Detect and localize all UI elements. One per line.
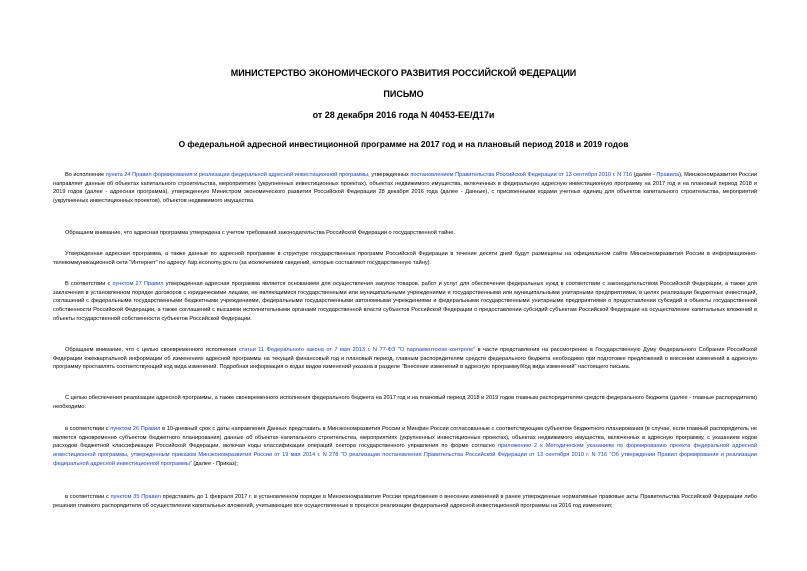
p3-text: Утвержденная адресная программа, а также данные по адресной программе в структуре государственных программ Российской Федерации в течение десяти дней будут размещены на официальном сайте Минэкономразвития России в информационно-телекоммуникационной сети "Интернет" по адресу: faip.economy.gov.ru (за исключением сведений, которые составляют государственную тайну). — [53, 251, 757, 266]
date-number-heading: от 28 декабря 2016 года N 40453-ЕЕ/Д17и — [312, 110, 495, 120]
p7-text-3: (далее - Приказ); — [191, 460, 238, 467]
p7-text-1: в соответствии с — [65, 426, 111, 432]
p8-link-rules-35[interactable]: пунктом 35 Правил — [110, 494, 161, 500]
paragraph-8 — [53, 493, 757, 510]
p5-text-1: Обращаем внимание, что с целью своевременного исполнения — [65, 347, 239, 353]
p2-text: Обращаем внимание, что адресная программа утверждена с учетом требований законодательства Российской Федерации о государственной тайне. — [65, 230, 455, 236]
p4-text-1: В соответствии с — [65, 281, 113, 287]
paragraph-5 — [53, 346, 757, 372]
doc-type-heading: ПИСЬМО — [383, 89, 424, 99]
p1-link-rules-24[interactable]: пункта 24 Правил формирования и реализации федеральной адресной инвестиционной программы — [105, 172, 369, 178]
subject-heading: О федеральной адресной инвестиционной программе на 2017 год и на плановый период 2018 и 2019 годов — [178, 139, 629, 149]
paragraph-4 — [53, 280, 757, 324]
p1-text-3: (далее - — [632, 172, 657, 178]
p1-link-rules[interactable]: Правила — [656, 172, 680, 178]
p6-text: С целью обеспечения реализации адресной программы, а также своевременного исполнения федерального бюджета на 2017 год и на плановый период 2018 и 2019 годов главным распорядителям средств федерального бюджета (далее - главные распорядители) необходимо: — [53, 395, 757, 410]
p7-link-rules-26[interactable]: пунктом 26 Правил — [110, 426, 161, 432]
p1-text-1: Во исполнение — [65, 172, 106, 178]
p5-link-law-77[interactable]: статьи 11 Федерального закона от 7 мая 2013 г. N 77-ФЗ "О парламентском контроле" — [238, 347, 476, 353]
p4-link-rules-27[interactable]: пунктом 27 Правил — [112, 281, 164, 287]
p5-text-2: в части представления на рассмотрение в Государственную Думу Федерального Собрания Российской Федерации ежеквартальной информации об изменениях адресной программы на текущий финансовый год и плановый период, главным распорядителям средств федерального бюджета необходимо при подготовке предложений о внесении изменений в адресную программу проставлять соответствующий код вида изменений. Подробная информация о кодах видов изменений указана в разделе "Внесение изменений в адресную программу/Код вида изменений" настоящего письма. — [53, 347, 757, 371]
p8-text-2: представить до 1 февраля 2017 г. в установленном порядке в Минэкономразвития России предложения о внесении изменений в ранее утвержденные нормативные правовые акты Правительства Российской Федерации либо решения главного распорядителя об осуществлении капитальных вложений, учитывающие все осуществленные в процессе реализации федеральной адресной инвестиционной программы на 2016 год изменения; — [53, 494, 757, 509]
paragraph-3 — [53, 250, 757, 267]
paragraph-7 — [53, 425, 757, 469]
p8-text-1: в соответствии с — [65, 494, 111, 500]
paragraph-6 — [53, 394, 757, 411]
p1-link-resolution-716[interactable]: постановлением Правительства Российской Федерации от 13 сентября 2010 г. N 716 — [410, 172, 633, 178]
p7-text-2: в 10-дневный срок с даты направления Данных представить в Минэкономразвития России и Минфин России согласованные с соответствующим субъектом бюджетного планирования (в случае, если главный распорядитель не является одновременно субъектом бюджетного планирования) данные об объектах капитального строительства, мероприятиях (укрупненных инвестиционных проектах), объектах недвижимого имущества, включенных в адресную программу, с указанием кодов расходов бюджетной классификации Российской Федерации, включая коды классификации операций сектора государственного управления по форме согласно — [53, 426, 757, 450]
paragraph-2 — [53, 229, 757, 238]
p1-text-2: , утвержденных — [368, 172, 411, 178]
p1-text-4: ), Минэкономразвития России направляет данные об объектах капитального строительства, мероприятиях (укрупненных инвестиционных проектах), объектах недвижимого имущества, включенных в федеральную адресную инвестиционную программу на 2017 год и на плановый период 2018 и 2019 годов (далее - адресная программа), утвержденную Министром экономического развития Российской Федерации 28 декабря 2016 года (далее - Данные), с присвоенными кодами учетных единиц для объектов капитального строительства, мероприятий (укрупненных инвестиционных проектов), объектов недвижимого имущества. — [53, 172, 758, 205]
paragraph-1 — [53, 171, 757, 206]
p7-link-appendix-2[interactable]: приложению 2 к Методическим указаниям по формированию проекта федеральной адресной инвестиционной программы, утвержденным приказом Минэкономразвития России от 19 мая 2014 г. N 278 "О реализации постановления Правительства Российской Федерации от 13 сентября 2010 г. N 716 "Об утверждении Правил формирования и реализации федеральной адресной инвестиционной программы" — [53, 443, 758, 467]
p4-text-2: утвержденная адресная программа является основанием для осуществления закупок товаров, работ и услуг для обеспечения федеральных нужд в соответствии с законодательством Российской Федерации, а также для заключения в установленном порядке договоров с юридическими лицами, не являющимися государственными или муниципальными учреждениями и государственными или муниципальными унитарными предприятиями, в целях реализации бюджетных инвестиций, соглашений с федеральными государственными бюджетными учреждениями, федеральными государственными автономными учреждениями и федеральными государственными унитарными предприятиями о предоставлении субсидий в объекты государственной собственности Российской Федерации, а также соглашений с высшими исполнительными органами государственной власти субъектов Российской Федерации о предоставлении субсидий субъектам Российской Федерации на осуществление капитальных вложений в объекты государственной собственности субъектов Российской Федерации. — [53, 281, 757, 322]
ministry-heading: МИНИСТЕРСТВО ЭКОНОМИЧЕСКОГО РАЗВИТИЯ РОССИЙСКОЙ ФЕДЕРАЦИИ — [230, 68, 577, 78]
